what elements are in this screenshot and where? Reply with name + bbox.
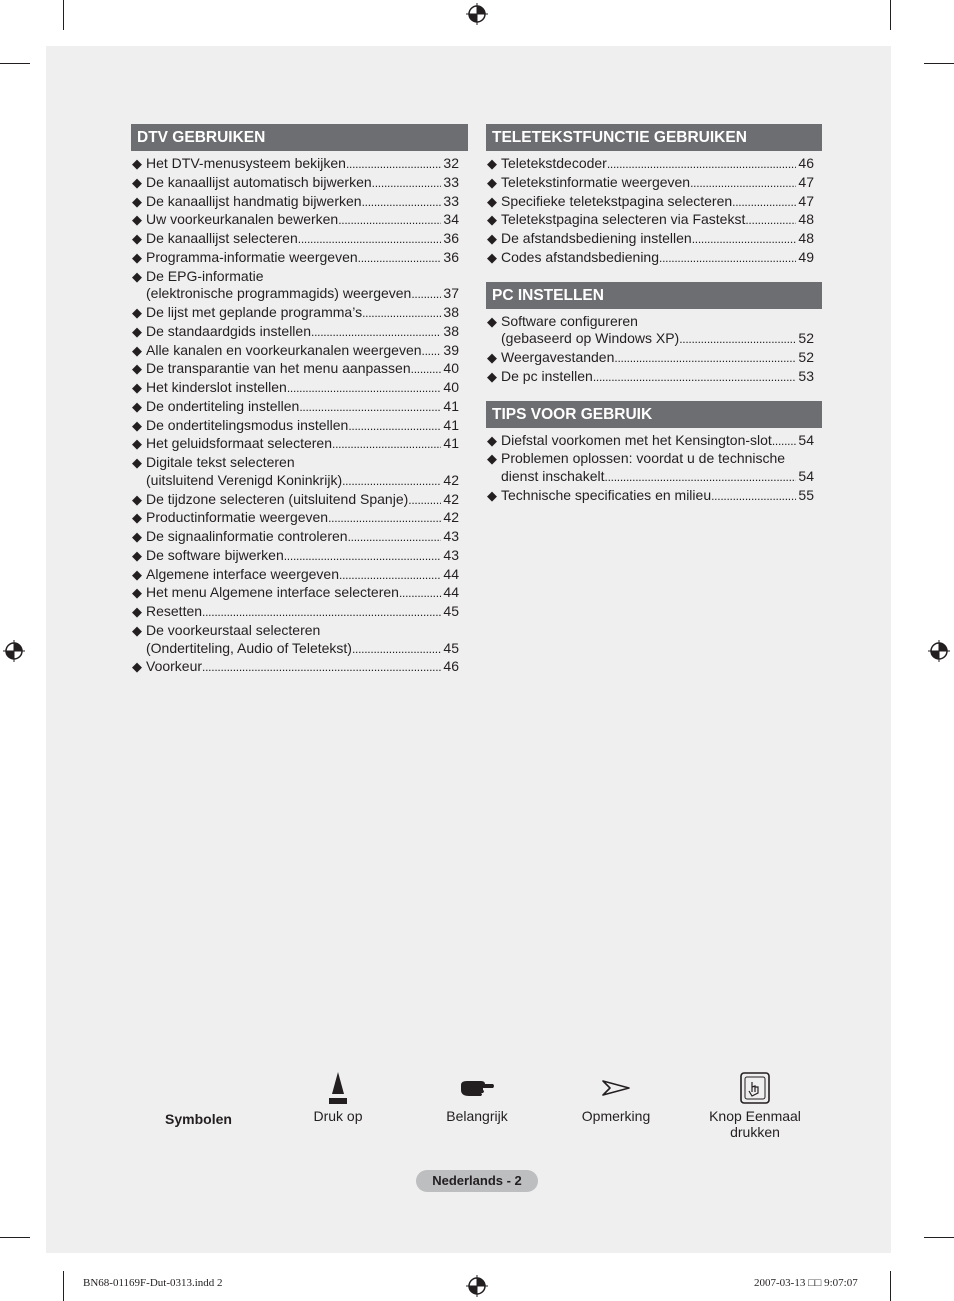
toc-page-number: 41	[443, 397, 459, 414]
toc-entry[interactable]	[486, 155, 814, 174]
toc-entry-text: De ondertitelingsmodus instellen	[146, 416, 349, 433]
toc-entry-text: Productinformatie weergeven	[146, 509, 329, 526]
toc-page-number: 52	[798, 349, 814, 365]
symbol-important	[427, 1068, 527, 1124]
toc-page-number: 34	[443, 211, 459, 228]
toc-list	[486, 313, 814, 387]
toc-entry[interactable]	[486, 193, 814, 212]
dot-leader	[328, 509, 441, 528]
symbol-one-touch	[695, 1068, 815, 1140]
toc-list	[486, 432, 814, 506]
toc-page-number: 41	[443, 416, 459, 433]
toc-page-number: 37	[443, 285, 459, 302]
dot-leader	[745, 211, 796, 230]
toc-entry-text: Digitale tekst selecteren	[146, 454, 295, 470]
registration-mark-icon	[466, 1275, 488, 1297]
diamond-bullet-icon: ◆	[132, 566, 142, 582]
diamond-bullet-icon: ◆	[132, 659, 142, 675]
diamond-bullet-icon: ◆	[132, 323, 142, 339]
diamond-bullet-icon: ◆	[132, 268, 142, 284]
symbol-press	[288, 1068, 388, 1124]
registration-mark-icon	[928, 640, 950, 662]
toc-entry[interactable]	[131, 528, 459, 547]
diamond-bullet-icon: ◆	[487, 350, 497, 365]
dot-leader	[408, 491, 441, 510]
diamond-bullet-icon: ◆	[132, 361, 142, 377]
note-arrow-icon	[601, 1080, 631, 1096]
dot-leader	[284, 547, 442, 566]
important-hand-icon	[459, 1077, 495, 1099]
dot-leader	[399, 584, 441, 603]
diamond-bullet-icon: ◆	[132, 174, 142, 190]
toc-entry[interactable]	[131, 230, 459, 249]
toc-entry[interactable]	[486, 450, 814, 487]
toc-entry-text: De voorkeurstaal selecteren	[146, 621, 321, 638]
toc-page-number: 52	[798, 330, 814, 347]
diamond-bullet-icon: ◆	[132, 305, 142, 320]
toc-entry-text: Software configureren	[501, 312, 638, 329]
toc-entry-text: De kanaallijst handmatig bijwerken	[146, 192, 362, 209]
dot-leader	[372, 174, 442, 193]
registration-mark-icon	[3, 640, 25, 662]
diamond-bullet-icon: ◆	[132, 529, 142, 544]
toc-page-number: 41	[443, 435, 459, 452]
diamond-bullet-icon: ◆	[132, 231, 142, 246]
toc-entry-text: Uw voorkeurkanalen bewerken	[146, 211, 339, 228]
section-heading: DTV GEBRUIKEN	[131, 124, 468, 151]
toc-page-number: 36	[443, 248, 459, 265]
toc-page-number: 47	[798, 173, 814, 190]
toc-entry-text: Algemene interface weergeven	[146, 565, 340, 582]
toc-page-number: 45	[443, 639, 459, 656]
diamond-bullet-icon: ◆	[132, 510, 142, 526]
toc-page-number: 36	[443, 230, 459, 246]
diamond-bullet-icon: ◆	[132, 455, 142, 470]
toc-entry-text: Weergavestanden	[501, 349, 615, 365]
diamond-bullet-icon: ◆	[132, 156, 142, 171]
toc-entry-text: De pc instellen	[501, 367, 593, 384]
diamond-bullet-icon: ◆	[132, 547, 142, 563]
toc-entry-text: De kanaallijst selecteren	[146, 230, 298, 246]
toc-entry-text: Teletekstinformatie weergeven	[501, 173, 691, 190]
dot-leader	[338, 211, 441, 230]
toc-page-number: 44	[443, 565, 459, 582]
diamond-bullet-icon: ◆	[132, 380, 142, 395]
toc-entry-text: Specifieke teletekstpagina selecteren	[501, 192, 733, 209]
diamond-bullet-icon: ◆	[487, 231, 497, 246]
symbol-label: Knop Eenmaal drukken	[709, 1108, 801, 1140]
dot-leader	[342, 472, 441, 491]
diamond-bullet-icon: ◆	[132, 585, 142, 601]
diamond-bullet-icon: ◆	[487, 451, 497, 467]
dot-leader	[348, 417, 441, 436]
toc-entry-text: Programma-informatie weergeven	[146, 248, 358, 265]
diamond-bullet-icon: ◆	[487, 432, 497, 448]
toc-entry-text: (uitsluitend Verenigd Koninkrijk)	[146, 471, 343, 488]
diamond-bullet-icon: ◆	[487, 174, 497, 190]
dot-leader	[692, 230, 797, 249]
dot-leader	[411, 285, 441, 304]
dot-leader	[607, 155, 797, 174]
toc-page-number: 45	[443, 603, 459, 619]
toc-entry[interactable]	[486, 313, 814, 350]
toc-entry[interactable]	[131, 211, 459, 230]
toc-list	[131, 155, 459, 677]
diamond-bullet-icon: ◆	[132, 342, 142, 358]
dot-leader	[679, 330, 796, 349]
toc-page-number: 39	[443, 341, 459, 358]
dot-leader	[202, 603, 441, 622]
diamond-bullet-icon: ◆	[487, 487, 497, 503]
toc-entry[interactable]	[131, 603, 459, 622]
toc-page-number: 42	[443, 471, 459, 488]
toc-entry[interactable]	[131, 547, 459, 566]
toc-page-number: 54	[798, 468, 814, 484]
diamond-bullet-icon: ◆	[132, 249, 142, 265]
diamond-bullet-icon: ◆	[487, 156, 497, 171]
diamond-bullet-icon: ◆	[132, 436, 142, 452]
toc-entry[interactable]	[131, 398, 459, 417]
toc-right-column	[486, 124, 822, 520]
toc-page-number: 33	[443, 192, 459, 209]
dot-leader	[358, 249, 442, 268]
dot-leader	[362, 304, 441, 323]
slug-date: 2007-03-13 □□ 9:07:07	[754, 1277, 858, 1289]
dot-leader	[202, 658, 441, 677]
toc-entry[interactable]	[486, 230, 814, 249]
toc-entry[interactable]	[486, 487, 814, 506]
diamond-bullet-icon: ◆	[132, 193, 142, 209]
toc-page-number: 42	[443, 509, 459, 526]
toc-entry-text: (elektronische programmagids) weergeven	[146, 285, 412, 302]
dot-leader	[422, 342, 442, 361]
symbol-note	[566, 1068, 666, 1124]
toc-entry[interactable]	[131, 435, 459, 454]
diamond-bullet-icon: ◆	[487, 249, 497, 265]
toc-entry-text: Codes afstandsbediening	[501, 248, 660, 265]
toc-entry-text: Voorkeur	[146, 658, 203, 675]
toc-entry-text: Het DTV-menusysteem bekijken	[146, 155, 346, 171]
toc-page-number: 55	[798, 486, 814, 503]
dot-leader	[772, 432, 797, 451]
toc-entry[interactable]	[131, 174, 459, 193]
toc-page-number: 33	[443, 173, 459, 190]
toc-entry[interactable]	[131, 417, 459, 436]
toc-entry-text: Het menu Algemene interface selecteren	[146, 584, 399, 601]
page-number-badge: Nederlands - 2	[416, 1170, 538, 1192]
dot-leader	[346, 155, 441, 174]
toc-entry[interactable]	[131, 658, 459, 677]
diamond-bullet-icon: ◆	[487, 313, 497, 329]
toc-list	[486, 155, 814, 268]
diamond-bullet-icon: ◆	[132, 491, 142, 507]
dot-leader	[352, 640, 441, 659]
toc-entry-text: Diefstal voorkomen met het Kensington-slot	[501, 431, 772, 448]
symbols-title: Symbolen	[165, 1111, 232, 1127]
toc-page-number: 42	[443, 490, 459, 507]
dot-leader	[298, 230, 442, 249]
toc-entry[interactable]	[131, 155, 459, 174]
section-heading: PC INSTELLEN	[486, 282, 822, 309]
registration-mark-icon	[466, 3, 488, 25]
one-touch-button-icon	[740, 1072, 770, 1104]
toc-entry-text: Technische specificaties en milieu	[501, 486, 712, 503]
diamond-bullet-icon: ◆	[132, 604, 142, 619]
symbols-legend	[130, 1068, 830, 1148]
toc-entry-text: Resetten	[146, 603, 203, 619]
diamond-bullet-icon: ◆	[132, 398, 142, 414]
toc-page-number: 48	[798, 211, 814, 228]
toc-entry-text: De lijst met geplande programma’s	[146, 304, 363, 320]
symbol-label: Belangrijk	[446, 1108, 508, 1124]
toc-entry-text: De signaalinformatie controleren	[146, 528, 348, 544]
toc-page-number: 40	[443, 360, 459, 377]
toc-entry[interactable]	[131, 491, 459, 510]
dot-leader	[711, 487, 796, 506]
toc-page-number: 43	[443, 528, 459, 544]
dot-leader	[339, 566, 441, 585]
toc-entry[interactable]	[486, 174, 814, 193]
dot-leader	[299, 398, 441, 417]
dot-leader	[605, 468, 797, 487]
diamond-bullet-icon: ◆	[487, 368, 497, 384]
toc-entry-text: De ondertiteling instellen	[146, 397, 300, 414]
toc-entry-text: Alle kanalen en voorkeurkanalen weergeven	[146, 341, 422, 358]
dot-leader	[411, 360, 442, 379]
dot-leader	[332, 435, 441, 454]
toc-entry[interactable]	[131, 268, 459, 305]
toc-entry-text: De tijdzone selecteren (uitsluitend Spanje)	[146, 490, 409, 507]
toc-entry[interactable]	[131, 249, 459, 268]
toc-entry-text: (Ondertiteling, Audio of Teletekst)	[146, 639, 352, 656]
symbol-label: Opmerking	[581, 1108, 651, 1124]
diamond-bullet-icon: ◆	[487, 193, 497, 209]
toc-page-number: 47	[798, 192, 814, 209]
toc-entry-text: De transparantie van het menu aanpassen	[146, 360, 411, 377]
toc-entry-text: dienst inschakelt	[501, 468, 605, 484]
toc-page-number: 48	[798, 230, 814, 246]
toc-entry[interactable]	[131, 584, 459, 603]
toc-entry-text: (gebaseerd op Windows XP)	[501, 330, 680, 347]
toc-entry[interactable]	[131, 454, 459, 491]
diamond-bullet-icon: ◆	[132, 622, 142, 638]
toc-entry[interactable]	[131, 360, 459, 379]
toc-entry[interactable]	[131, 304, 459, 323]
diamond-bullet-icon: ◆	[132, 417, 142, 433]
toc-entry-text: Problemen oplossen: voordat u de technische	[501, 450, 786, 467]
toc-page-number: 32	[443, 155, 459, 171]
section-heading: TELETEKSTFUNCTIE GEBRUIKEN	[486, 124, 822, 151]
slug-file: BN68-01169F-Dut-0313.indd 2	[83, 1277, 223, 1289]
toc-page-number: 53	[798, 367, 814, 384]
toc-page-number: 43	[443, 546, 459, 563]
toc-entry[interactable]	[486, 432, 814, 451]
toc-entry-text: De kanaallijst automatisch bijwerken	[146, 173, 372, 190]
toc-entry[interactable]	[486, 249, 814, 268]
dot-leader	[362, 193, 442, 212]
toc-entry-text: Teletekstdecoder	[501, 155, 607, 171]
toc-entry[interactable]	[486, 368, 814, 387]
toc-entry[interactable]	[131, 323, 459, 342]
toc-entry-text: De EPG-informatie	[146, 267, 264, 284]
toc-entry[interactable]	[131, 566, 459, 585]
toc-page-number: 54	[798, 431, 814, 448]
dot-leader	[287, 379, 442, 398]
toc-entry-text: Het kinderslot instellen	[146, 379, 287, 395]
press-icon	[328, 1070, 348, 1106]
toc-page-number: 44	[443, 584, 459, 601]
toc-page-number: 49	[798, 248, 814, 265]
toc-left-column	[131, 124, 468, 691]
dot-leader	[593, 368, 797, 387]
diamond-bullet-icon: ◆	[132, 212, 142, 228]
toc-entry[interactable]	[131, 622, 459, 659]
toc-entry[interactable]	[131, 509, 459, 528]
toc-entry-text: De afstandsbediening instellen	[501, 230, 692, 246]
dot-leader	[732, 193, 796, 212]
toc-entry[interactable]	[486, 349, 814, 368]
toc-entry[interactable]	[131, 379, 459, 398]
toc-entry[interactable]	[131, 342, 459, 361]
toc-page-number: 40	[443, 379, 459, 395]
dot-leader	[311, 323, 441, 342]
toc-entry-text: De standaardgids instellen	[146, 322, 311, 339]
diamond-bullet-icon: ◆	[487, 212, 497, 228]
symbol-label: Druk op	[313, 1108, 363, 1124]
toc-entry-text: De software bijwerken	[146, 546, 284, 563]
toc-entry[interactable]	[486, 211, 814, 230]
toc-entry-text: Teletekstpagina selecteren via Fastekst	[501, 211, 746, 228]
toc-page-number: 46	[443, 658, 459, 675]
dot-leader	[348, 528, 442, 547]
section-heading: TIPS VOOR GEBRUIK	[486, 401, 822, 428]
toc-page-number: 46	[798, 155, 814, 171]
toc-entry-text: Het geluidsformaat selecteren	[146, 435, 332, 452]
dot-leader	[690, 174, 796, 193]
toc-entry[interactable]	[131, 193, 459, 212]
toc-page-number: 38	[443, 304, 459, 320]
dot-leader	[659, 249, 796, 268]
toc-page-number: 38	[443, 322, 459, 339]
dot-leader	[614, 349, 796, 368]
